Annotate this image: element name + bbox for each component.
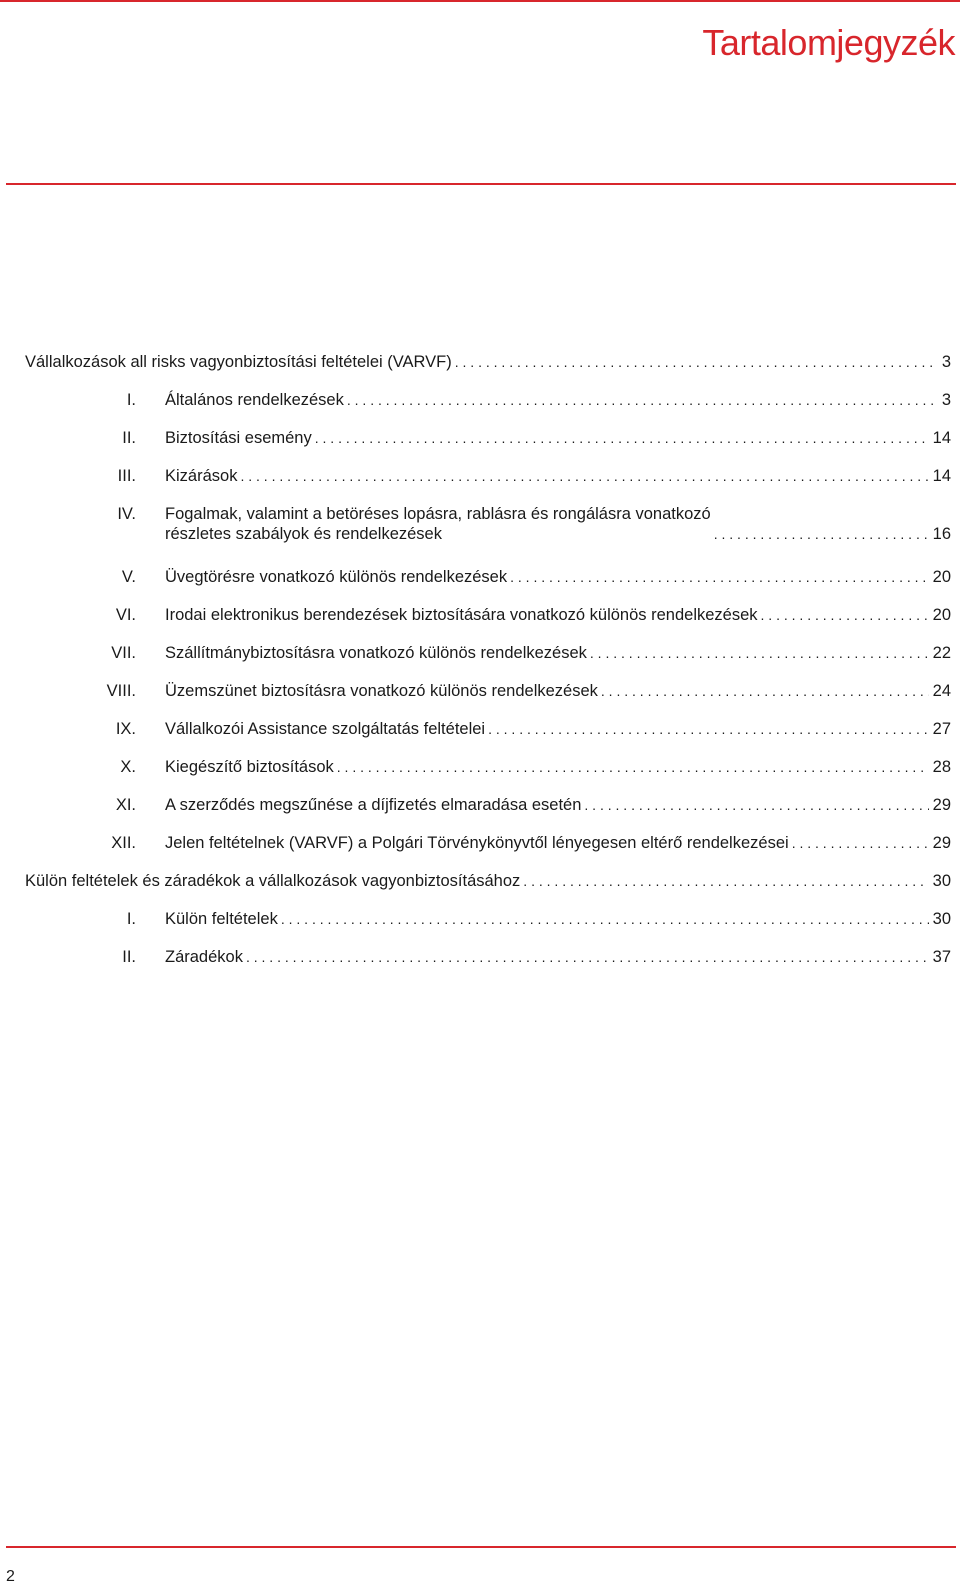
- toc-page-number: 3: [941, 353, 951, 371]
- dot-leader: [510, 567, 929, 587]
- dot-leader: [315, 428, 929, 448]
- dot-leader: [792, 833, 929, 853]
- toc-entry-text: Üvegtörésre vonatkozó különös rendelkezések: [165, 568, 508, 586]
- toc-entry-text: Külön feltételek: [165, 910, 278, 928]
- toc-entry-kiegeszito[interactable]: [100, 757, 951, 777]
- toc-entry-kulon-feltetelek-zaradekok[interactable]: [25, 871, 951, 891]
- top-rule: [0, 0, 960, 2]
- dot-leader: [761, 605, 929, 625]
- toc-entry-text: Biztosítási esemény: [165, 429, 312, 447]
- dot-leader: [590, 643, 929, 663]
- toc-entry-biztositasi-esemeny[interactable]: [100, 428, 951, 448]
- toc-entry-text: Kizárások: [165, 467, 238, 485]
- toc-numeral: VI.: [115, 606, 136, 624]
- toc-page-number: 30: [932, 872, 951, 890]
- toc-entry-uvegtores[interactable]: [100, 567, 951, 587]
- dot-leader: [281, 909, 929, 929]
- toc-page-number: 24: [932, 682, 951, 700]
- dot-leader: [601, 681, 929, 701]
- toc-entry-fogalmak[interactable]: [100, 504, 951, 544]
- toc-entry-kulon-feltetelek[interactable]: [100, 909, 951, 929]
- toc-entry-szerzodes-megszunese[interactable]: [100, 795, 951, 815]
- toc-entry-text: Üzemszünet biztosításra vonatkozó különös rendelkezések: [165, 682, 598, 700]
- toc-numeral: I.: [126, 391, 136, 409]
- dot-leader: [455, 352, 938, 372]
- toc-page-number: 20: [932, 606, 951, 624]
- toc-entry-assistance[interactable]: [100, 719, 951, 739]
- toc-page-number: 22: [932, 644, 951, 662]
- toc-numeral: X.: [120, 758, 136, 776]
- toc-entry-text: Irodai elektronikus berendezések biztosítására vonatkozó különös rendelkezések: [165, 606, 758, 624]
- toc-entry-text: Általános rendelkezések: [165, 391, 344, 409]
- toc-numeral: VIII.: [106, 682, 136, 700]
- toc-entry-szallitmany[interactable]: [100, 643, 951, 663]
- dot-leader: [523, 871, 928, 891]
- dot-leader: [488, 719, 929, 739]
- toc-numeral: V.: [121, 568, 136, 586]
- toc-page-number: 14: [932, 467, 951, 485]
- toc-entry-varvf[interactable]: [25, 352, 951, 372]
- toc-page-number: 16: [932, 525, 951, 543]
- toc-page-number: 3: [941, 391, 951, 409]
- toc-numeral: VII.: [111, 644, 136, 662]
- toc-page-number: 27: [932, 720, 951, 738]
- toc-entry-ptk-elteresek[interactable]: [100, 833, 951, 853]
- title-divider: [6, 183, 956, 185]
- toc-entry-text: Vállalkozói Assistance szolgáltatás feltételei: [165, 720, 486, 738]
- dot-leader: [584, 795, 928, 815]
- dot-leader: [347, 390, 938, 410]
- toc-numeral: IX.: [115, 720, 136, 738]
- toc-page-number: 20: [932, 568, 951, 586]
- toc-entry-text-line-2: részletes szabályok és rendelkezések: [165, 525, 442, 543]
- toc-entry-text: Külön feltételek és záradékok a vállalkozások vagyonbiztosításához: [25, 872, 521, 890]
- toc-entry-text: Szállítmánybiztosításra vonatkozó különös rendelkezések: [165, 644, 587, 662]
- page-title: Tartalomjegyzék: [702, 22, 955, 63]
- toc-entry-uzemszunet[interactable]: [100, 681, 951, 701]
- toc-entry-text: Vállalkozások all risks vagyonbiztosítási feltételei (VARVF): [25, 353, 452, 371]
- toc-numeral: XI.: [115, 796, 136, 814]
- toc-numeral: II.: [122, 948, 136, 966]
- dot-leader: [337, 757, 929, 777]
- toc-numeral: II.: [122, 429, 136, 447]
- dot-leader: [246, 947, 929, 967]
- toc-entry-text: Jelen feltételnek (VARVF) a Polgári Törvénykönyvtől lényegesen eltérő rendelkezései: [165, 834, 789, 852]
- footer-divider: [6, 1546, 956, 1548]
- toc-page-number: 37: [932, 948, 951, 966]
- toc-page-number: 29: [932, 834, 951, 852]
- toc-entry-irodai-elektronikus[interactable]: [100, 605, 951, 625]
- toc-entry-text: [165, 504, 711, 544]
- toc-entry-text: Kiegészítő biztosítások: [165, 758, 334, 776]
- toc-entry-text: A szerződés megszűnése a díjfizetés elmaradása esetén: [165, 796, 582, 814]
- toc-entry-kizarasok[interactable]: [100, 466, 951, 486]
- toc-numeral: XII.: [111, 834, 136, 852]
- toc-numeral: IV.: [117, 505, 136, 523]
- dot-leader: [714, 524, 929, 544]
- toc-page-number: 28: [932, 758, 951, 776]
- toc-entry-zaradekok[interactable]: [100, 947, 951, 967]
- toc-entry-text: Záradékok: [165, 948, 243, 966]
- dot-leader: [240, 466, 928, 486]
- toc-numeral: I.: [126, 910, 136, 928]
- toc-entry-text-line-1: Fogalmak, valamint a betöréses lopásra, rablásra és rongálásra vonatkozó: [165, 505, 711, 523]
- toc-page-number: 30: [932, 910, 951, 928]
- toc-page-number: 14: [932, 429, 951, 447]
- toc-numeral: III.: [117, 467, 136, 485]
- page-number: 2: [6, 1568, 15, 1585]
- toc-entry-altalanos[interactable]: [100, 390, 951, 410]
- toc-page-number: 29: [932, 796, 951, 814]
